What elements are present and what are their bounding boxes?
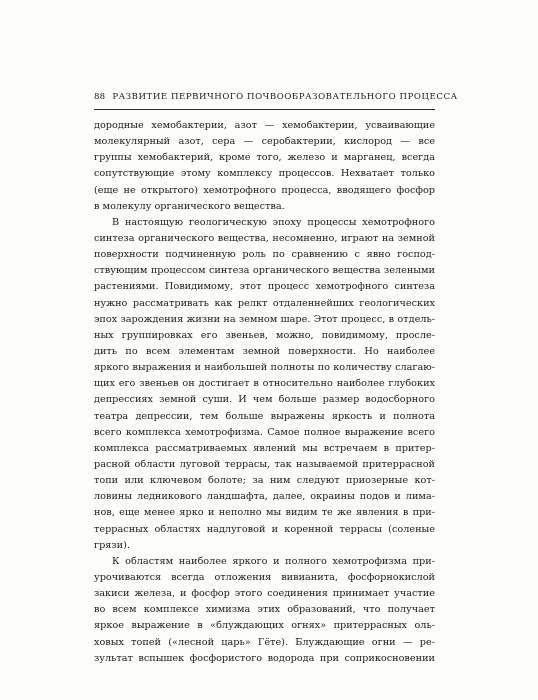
text-line: террасных областях надлуговой и коренной террасы (соленые xyxy=(94,523,435,535)
text-line: топи или ключевом болоте; за ним следуют приозерные кот- xyxy=(94,475,435,487)
running-title: РАЗВИТИЕ ПЕРВИЧНОГО ПОЧВООБРАЗОВАТЕЛЬНОГО ПРОЦЕССА xyxy=(112,92,458,102)
text-line: синтеза органического вещества, несомненно, играют на земной xyxy=(94,232,435,244)
text-line: расной области луговой террасы, так называемой притеррасной xyxy=(94,458,435,470)
text-line: грязи). xyxy=(94,539,130,551)
text-line: театра депрессии, тем больше выражены яркость и полнота xyxy=(94,410,435,422)
text-line: К областям наиболее яркого и полного хемотрофизма при- xyxy=(112,555,435,567)
text-line: (еще не открытого) хемотрофного процесса, вводящего фосфор xyxy=(94,184,435,196)
text-line: в молекулу органического вещества. xyxy=(94,200,285,212)
text-line: ствующим процессом синтеза органического вещества зелеными xyxy=(94,265,435,277)
text-line: группы хемобактерий, кроме того, железо и марганец, всегда xyxy=(94,152,435,164)
text-line: ловины ледникового ландшафта, далее, окраины подов и лима- xyxy=(94,491,435,503)
text-line: поверхности подчиненную роль по сравнению с явно господ- xyxy=(94,249,435,261)
text-line: урочиваются всегда отложения вивианита, фосфорнокислой xyxy=(94,571,435,583)
text-line: ных группировках его звеньев, можно, повидимому, просле- xyxy=(94,329,435,341)
text-line: дить по всем элементам земной поверхности. Но наиболее xyxy=(94,345,435,357)
text-line: ховых топей («лесной царь» Гёте). Блуждающие огни — ре- xyxy=(94,636,435,648)
text-line: яркое выражение в «блуждающих огнях» притеррасных оль- xyxy=(94,620,435,632)
text-line: яркого выражения и наибольшей полноты по количеству слагаю- xyxy=(94,362,435,374)
body-text xyxy=(94,118,435,667)
running-header xyxy=(94,90,458,104)
text-line: В настоящую геологическую эпоху процессы хемотрофного xyxy=(112,216,435,228)
text-line: растениями. Повидимому, этот процесс хемотрофного синтеза xyxy=(94,281,435,293)
text-line: сопутствующие этому комплексу процессов. Нехватает только xyxy=(94,168,435,180)
text-line: зультат вспышек фосфористого водорода при соприкосновении xyxy=(94,652,435,664)
text-line: нужно рассматривать как релкт отдаленнейших геологических xyxy=(94,297,435,309)
text-line: во всем комплексе химизма этих образований, что получает xyxy=(94,604,435,616)
text-line: щих его звеньев он достигает в относительно наиболее глубоких xyxy=(94,378,435,390)
text-line: молекулярный азот, сера — серобактерии, кислород — все xyxy=(94,136,435,148)
header-rule xyxy=(94,109,435,110)
text-line: дородные хемобактерии, азот — хемобактерии, усваивающие xyxy=(94,120,435,131)
text-line: комплекса рассматриваемых явлений мы встречаем в притер- xyxy=(94,442,435,454)
text-line: всего комплекса хемотрофизма. Самое полное выражение всего xyxy=(94,426,435,438)
page-number: 88 xyxy=(94,92,106,102)
text-line: депрессиях земной суши. И чем больше размер водосборного xyxy=(94,394,435,406)
text-line: нов, еще менее ярко и неполно мы видим те же явления в при- xyxy=(94,507,435,519)
text-line: эпох зарождения жизни на земном шаре. Этот процесс, в отдель- xyxy=(94,313,435,325)
text-line: закиси железа, и фосфор этого соединения принимает участие xyxy=(94,588,435,600)
